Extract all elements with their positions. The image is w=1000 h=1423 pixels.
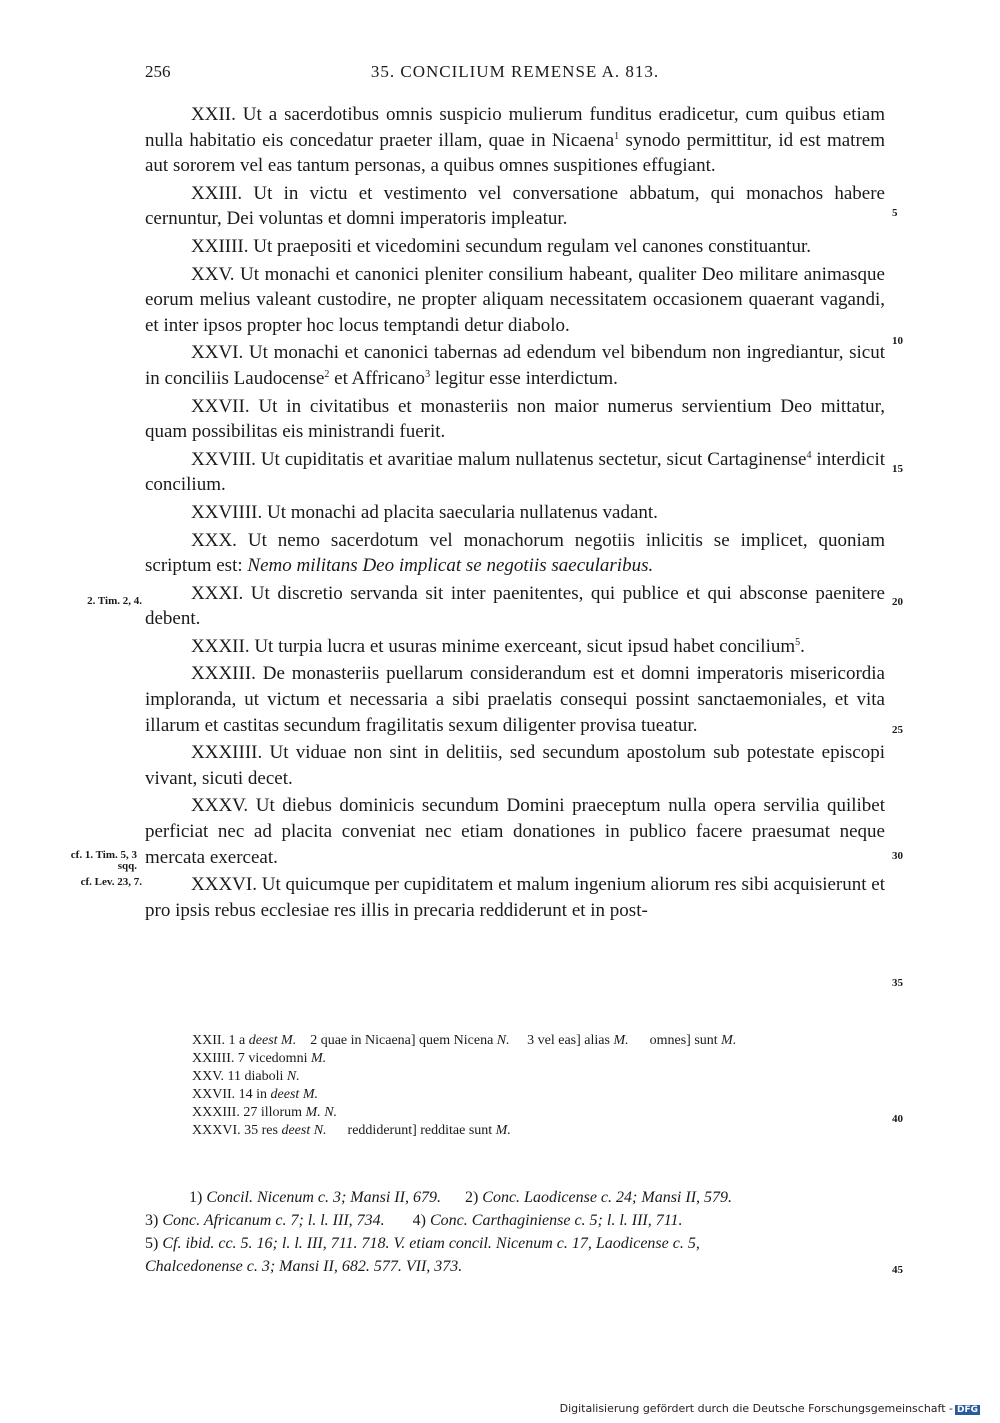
canon-number: XXXII. [191,635,255,657]
margin-reference: cf. 1. Tim. 5, 3 sqq. [70,849,137,872]
canon-number: XXXIIII. [191,742,270,764]
apparatus-line: XXIIII. 7 vicedomni M. [192,1051,327,1066]
canon-paragraph [145,394,885,445]
line-number-35: 35 [892,977,903,989]
canon-text: Ut discretio servanda sit inter paenitentes, qui publice et qui absconse paenitere debent. [145,582,885,630]
line-number-45: 45 [892,1264,903,1276]
main-text [145,102,885,925]
line-number-40: 40 [892,1113,903,1125]
critical-apparatus [192,1032,892,1140]
digitization-credit [560,1402,980,1415]
canon-text: Ut diebus dominicis secundum Domini praeceptum nulla opera servilia quilibet perficiat nec ad placita conveniat nec etiam donationes in publico facere praesumat neque mercata exerceat. [145,795,886,868]
canon-paragraph [145,634,885,660]
page-header [145,62,885,86]
apparatus-line: XXII. 1 a deest M. 2 quae in Nicaena] quem Nicena N. 3 vel eas] alias M. omnes] sunt M. [192,1033,737,1048]
canon-number: XXV. [191,263,241,285]
running-title: 35. CONCILIUM REMENSE A. 813. [370,62,660,81]
canon-text: Ut monachi et canonici pleniter consilium habeant, qualiter Deo militare animasque eorum melius valeant custodire, ne propter aliquam necessitatem occasionem quaerant vagandi, et inter ipsos propter hoc locus temptandi detur diabolo. [145,263,885,336]
apparatus-line: XXXVI. 35 res deest N. reddiderunt] redditae sunt M. [192,1123,511,1138]
canon-text: Ut monachi et canonici tabernas ad edendum vel bibendum non ingrediantur, sicut in conciliis Laudocense$^2$ et Affricano$^3$ legitur esse interdictum. [145,342,885,389]
canon-number: XXII. [191,104,243,125]
canon-text: Ut viduae non sint in delitiis, sed secundum apostolum sub potestate episcopi vivant, sicuti decet. [145,742,885,789]
canon-text: Ut a sacerdotibus omnis suspicio mulierum funditus eradicetur, cum quibus etiam nulla habitatio eis concedatur praeter illam, quae in Nicaena$^1$ synodo permittitur, id est matrem aut sororem vel eas tantum personas, a quibus omnes suspitiones effugiant. [145,104,886,177]
canon-number: XXVI. [191,342,249,364]
canon-text: Ut nemo sacerdotum vel monachorum negotiis inlicitis se implicet, quoniam scriptum est: Nemo militans Deo implicat se negotiis saecularibus. [145,529,885,577]
canon-paragraph [145,340,885,391]
apparatus-line: XXV. 11 diaboli N. [192,1069,300,1084]
footnotes [145,1186,885,1278]
margin-reference: 2. Tim. 2, 4. [87,595,142,607]
apparatus-line: XXXIII. 27 illorum M. N. [192,1105,338,1120]
canon-number: XXIII. [191,182,254,204]
canon-number: XXXIII. [191,663,263,685]
line-number-15: 15 [892,463,903,475]
line-number-20: 20 [892,596,903,608]
margin-reference: cf. Lev. 23, 7. [80,876,142,888]
footnote-line: 3) Conc. Africanum c. 7; l. l. III, 734. 4) Conc. Carthaginiense c. 5; l. l. III, 711. [145,1212,683,1229]
canon-number: XXIIII. [191,235,254,257]
canon-number: XXVIII. [191,448,261,470]
canon-number: XXXV. [191,795,256,817]
canon-number: XXX. [191,529,248,551]
canon-number: XXVII. [191,395,259,417]
canon-number: XXXVI. [191,874,262,896]
canon-paragraph [145,447,885,498]
canon-paragraph [145,500,885,526]
page-number: 256 [145,62,171,81]
canon-text: Ut praepositi et vicedomini secundum regulam vel canones constituantur. [253,235,811,257]
canon-text: Ut turpia lucra et usuras minime exerceant, sicut ipsud habet concilium$^5$. [254,635,805,657]
canon-text: Ut monachi ad placita saecularia nullatenus vadant. [266,501,658,523]
credit-text: Digitalisierung gefördert durch die Deutsche Forschungsgemeinschaft - [559,1402,953,1415]
canon-paragraph [145,528,885,579]
canon-number: XXVIIII. [191,501,267,523]
line-number-10: 10 [892,335,903,347]
canon-paragraph [145,181,885,232]
canon-paragraph [145,262,885,339]
canon-paragraph [145,234,885,260]
canon-paragraph [145,102,885,179]
canon-text: Ut cupiditatis et avaritiae malum nullatenus sectetur, sicut Cartaginense$^4$ interdicit concilium. [145,448,885,496]
line-number-25: 25 [892,724,903,736]
line-number-5: 5 [892,207,898,219]
canon-text: Ut in victu et vestimento vel conversatione abbatum, qui monachos habere cernuntur, Dei voluntas et domni imperatoris impleatur. [145,182,885,230]
canon-paragraph [145,581,885,632]
canon-text: Ut in civitatibus et monasteriis non maior numerus servientium Deo mittatur, quam possibilitas eis ministrandi fuerit. [145,395,885,443]
footnote-line: 5) Cf. ibid. cc. 5. 16; l. l. III, 711. 718. V. etiam concil. Nicenum c. 17, Laodicense c. 5, [145,1235,700,1252]
dfg-logo: DFG [956,1405,978,1415]
canon-number: XXXI. [191,582,251,604]
canon-paragraph [145,740,885,791]
canon-paragraph [145,872,885,923]
canon-paragraph [145,793,885,870]
canon-text: De monasteriis puellarum considerandum est et domni imperatoris misericordia imploranda, ut victum et necessaria a sibi praelatis consequi possint sanctaemoniales, et vita illarum et castitas secundum fragilitatis sexum diligenter provisa tueatur. [145,663,885,736]
canon-text: Ut quicumque per cupiditatem et malum ingenium aliorum res sibi acquisierunt et pro ipsis rebus ecclesiae res illis in precaria reddiderunt et in post- [145,874,885,921]
apparatus-line: XXVII. 14 in deest M. [192,1087,318,1102]
footnote-line: Chalcedonense c. 3; Mansi II, 682. 577. VII, 373. [145,1258,463,1275]
footnote-line: 1) Concil. Nicenum c. 3; Mansi II, 679. 2) Conc. Laodicense c. 24; Mansi II, 579. [145,1189,733,1206]
canon-paragraph [145,661,885,738]
line-number-30: 30 [892,850,903,862]
